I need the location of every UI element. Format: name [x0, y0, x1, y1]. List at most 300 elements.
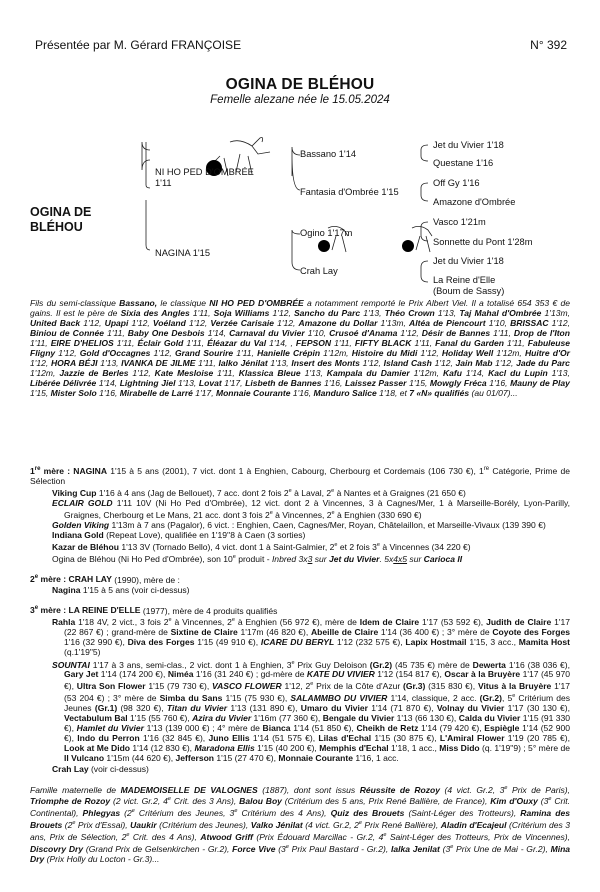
text-run: sur [312, 553, 329, 564]
text-run: Il Vulcano [64, 753, 105, 764]
horse-subtitle: Femelle alezane née le 15.05.2024 [210, 94, 390, 106]
text-run: (Critérium des 5 ans, Prix René Ballière, de France), [281, 796, 491, 807]
text-run: (1887), dont sont issus [257, 784, 360, 795]
text-run: e [231, 617, 235, 624]
produce-entry [52, 520, 570, 530]
text-run: NI HO PED D'OMBRÉE [209, 298, 304, 308]
text-run: 1'15 (75 930 €), [222, 693, 291, 704]
text-run: 1'10, [304, 328, 330, 339]
text-run: 1'12, [359, 358, 384, 369]
text-run: Laissez Passer [344, 378, 407, 389]
text-run: (3 [275, 843, 286, 854]
text-run: Manduro Salice [313, 388, 377, 399]
text-run: Memphis d'Echal [319, 743, 389, 754]
text-run: Crit. des 3 Ans), [170, 796, 240, 807]
produce-entry [52, 764, 570, 774]
text-run: 1'12, [30, 358, 51, 369]
text-run: Miss Dido [439, 743, 480, 754]
text-run: 1'12, [80, 318, 105, 329]
text-run: Sixia des Angles [120, 308, 190, 319]
text-run: SOUNTAI [52, 659, 90, 670]
text-run: 1'17 (22 867 €) ; grand-mère de [64, 617, 570, 638]
text-run: (315 830 €), [425, 681, 478, 692]
text-run: 1'10, [485, 318, 511, 329]
text-run: 1'15 (55 760 €), [127, 713, 193, 724]
text-run: Azira du Vivier [192, 713, 252, 724]
text-run: EIRE D'HELIOS [50, 338, 114, 349]
text-run: e [358, 820, 362, 827]
text-run: Biniou de Connée [30, 328, 105, 339]
text-run: à Vincennes (34 220 €) [379, 541, 471, 552]
text-run: 1'15 (30 875 €), [371, 733, 440, 744]
third-dam-produce-list [52, 615, 570, 773]
text-run: Amazone du Dollar [298, 318, 378, 329]
text-run: Balou Boy [239, 796, 282, 807]
text-run: 1'11, [213, 368, 239, 379]
text-run: Golden Viking [52, 519, 110, 530]
pedigree-gen3-7: Jet du Vivier 1'18 [433, 256, 504, 266]
text-run: Viking Cup [52, 487, 97, 498]
text-run: 1'12, [185, 318, 211, 329]
text-run: et 2 fois 3 [337, 541, 377, 552]
text-run: VASCO FLOWER [212, 681, 282, 692]
text-run: sur [407, 553, 424, 564]
text-run: United Back [30, 318, 81, 329]
text-run: Juno Ellis [208, 733, 250, 744]
text-run: ICARE DU BERYL [260, 637, 335, 648]
text-run: Jet du Vivier [328, 553, 380, 564]
text-run: e [269, 509, 273, 516]
text-run: Altéa de Piencourt [409, 318, 486, 329]
pedigree-horse-name: OGINA DE BLÉHOU [30, 205, 92, 234]
text-run: 1'13, [360, 308, 385, 319]
second-dam-produce-list [52, 585, 570, 595]
text-run: Gold d'Occagnes [79, 348, 151, 359]
text-run: Judith de Claire [486, 617, 552, 628]
text-run: 1'15, [30, 388, 51, 399]
produce-entry [52, 585, 570, 595]
text-run: Idem de Claire [359, 617, 420, 628]
text-run: (Prix Édouard Marcillac - Gr.2, 4 [252, 831, 384, 842]
text-run: (Critérium des Jeunes), [156, 820, 251, 831]
text-run: Upapi [104, 318, 129, 329]
text-run: Simba du Sans [159, 693, 223, 704]
text-run: (Ni Ho Ped d'Ombrée), son 10 [115, 553, 233, 564]
text-run: e [126, 832, 130, 839]
text-run: 1'12, 2 [281, 681, 311, 692]
text-run: 1'17 (30 130 €), [504, 703, 570, 714]
sire-paragraph-text [30, 298, 570, 398]
text-run: e [288, 487, 292, 494]
text-run: Mister Solo [50, 388, 97, 399]
text-run: e [234, 808, 238, 815]
pedigree-gen3-2: Questane 1'16 [433, 158, 494, 168]
text-run: à Enghien (330 690 €) [334, 509, 422, 520]
text-run: Rahla [52, 617, 76, 628]
pedigree-sire-dam: Fantasia d'Ombrée 1'15 [300, 187, 399, 197]
text-run: Mina Dry [30, 843, 571, 864]
text-run: Mowgly Fréca [429, 378, 487, 389]
text-run: 1'13m, [377, 318, 410, 329]
text-run: 1'16, [486, 378, 511, 389]
text-run: e [504, 784, 508, 791]
text-run: 1'11, [189, 308, 214, 319]
text-run: (2 [62, 820, 73, 831]
text-run: 1'14 (71 870 €), [367, 703, 437, 714]
text-run: Look at Me Dido [64, 743, 131, 754]
text-run: 1'13, [97, 358, 122, 369]
text-run: Uaukir [130, 820, 157, 831]
text-run: Prix de la Côte d'Azur [313, 681, 404, 692]
text-run: (Prix Holly du Locton - Gr.3)... [44, 853, 160, 864]
text-run: 1'11, [490, 328, 514, 339]
pedigree-gen3-8: La Reine d'Elle (Boum de Sassy) [433, 275, 505, 296]
pedigree-gen3-1: Jet du Vivier 1'18 [433, 140, 504, 150]
produce-entry [52, 658, 570, 764]
text-run: (2 [120, 808, 132, 819]
text-run: Taj Mahal d'Ombrée [459, 308, 542, 319]
text-run: à Laval, 2 [291, 487, 332, 498]
text-run: Cheikh de Retz [356, 723, 419, 734]
text-run: . 5x [379, 553, 394, 564]
text-run: 1'11, [233, 348, 258, 359]
text-run: Mauny de Play [510, 378, 570, 389]
text-run: Monnaie Courante [215, 388, 291, 399]
text-run: 1'14, [461, 368, 489, 379]
text-run: Vectabulum Bal [64, 713, 128, 724]
text-run: e [167, 796, 171, 803]
text-run: 1'14 (51 575 €), [249, 733, 319, 744]
text-run: produit - [235, 553, 272, 564]
text-run: 1'12 (154 817 €), [374, 669, 445, 680]
text-run: Jade du Parc [516, 358, 570, 369]
horse-sulky-icon-3 [402, 226, 432, 252]
text-run: Oscar à la Bruyère [444, 669, 521, 680]
text-run: (45 735 €) mère de [392, 659, 473, 670]
text-run: 1'15, [406, 378, 430, 389]
text-run: Critérium des Jeunes, 3 [134, 808, 235, 819]
text-run: 1'11, [104, 328, 128, 339]
text-run: Diva des Forges [127, 637, 195, 648]
text-run: 1'14 (79 420 €), [418, 723, 485, 734]
text-run: Holiday Well [441, 348, 494, 359]
text-run: Carnaval du Vivier [229, 328, 305, 339]
text-run: e [72, 820, 76, 827]
text-run: Critérium des Jeunes [64, 693, 570, 714]
text-run: 1'16 (32 990 €), [64, 637, 128, 648]
text-run: Drop de l'Iton [513, 328, 570, 339]
text-run: Voéland [152, 318, 186, 329]
pedigree-sire: NI HO PED D'OMBRÉE 1'11 [155, 167, 254, 188]
text-run: (au 01/07)... [469, 388, 518, 399]
text-run: Phlegyas [82, 808, 121, 819]
text-run: HORA BÉJI [50, 358, 98, 369]
text-run: Grand Sourire [174, 348, 234, 359]
text-run: Prix Paul Bastard - Gr.2), [288, 843, 392, 854]
text-run: 1'18, et [376, 388, 410, 399]
text-run: Indiana Gold [52, 529, 104, 540]
text-run: e [331, 487, 335, 494]
text-run: Sixtine de Claire [170, 627, 238, 638]
pedigree-sire-sire: Bassano 1'14 [300, 149, 357, 159]
text-run: Force Vive [232, 843, 276, 854]
text-run: Kazar de Bléhou [52, 541, 119, 552]
text-run: 1'13, [267, 358, 292, 369]
text-run: 1'13, [300, 368, 327, 379]
text-run: Carioca II [423, 553, 463, 564]
text-run: 1'12 (232 575 €), [334, 637, 406, 648]
text-run: Kim d'Ouxy [490, 796, 538, 807]
text-run: 1'13, [434, 308, 460, 319]
text-run: 1'12, [55, 348, 80, 359]
text-run: 1'17m (46 820 €), [237, 627, 311, 638]
text-run: Théo Crown [384, 308, 435, 319]
text-run: Discovry Dry [30, 843, 84, 854]
text-run: 1'16, [96, 388, 120, 399]
text-run: e [383, 832, 387, 839]
text-run: Verzée Carisaie [210, 318, 274, 329]
text-run: Critérium des 4 Ans), [237, 808, 331, 819]
text-run: a notamment remporté le Prix Albert Viel. Il a totalisé 654 353 € de gains. Il est le père de [30, 298, 570, 319]
text-run: 1'12, [150, 348, 175, 359]
text-run: Calda du Vivier [458, 713, 521, 724]
produce-entry [52, 540, 570, 552]
text-run: Gary Jet [64, 669, 99, 680]
text-run: Jain Mab [455, 358, 493, 369]
text-run: 1'13m, [541, 308, 570, 319]
text-run: 1'12, [128, 368, 155, 379]
text-run: Libérée Délivrée [30, 378, 97, 389]
text-run: Lisbeth de Bannes [245, 378, 322, 389]
text-run: Atwood Griff [200, 831, 253, 842]
first-dam-produce-list [52, 486, 570, 564]
text-run: 1'13 3V (Tornado Bello), 4 vict. dont 1 à Saint-Galmier, 2 [118, 541, 335, 552]
text-run: 1'16, [290, 388, 314, 399]
pedigree-gen3-5: Vasco 1'21m [433, 217, 486, 227]
text-run: 1'12m, [409, 368, 443, 379]
text-run: 1'11 10V (Ni Ho Ped d'Ombrée), 12 vict. dont 2 à Vincennes, 3 à Cagnes/Mer, 1 à Marseille-Borély, Lyon-Parilly, Graignes, Cherbourg et Le Mans, 21 acc. dont 3 fois 2 [64, 497, 570, 520]
text-run: Bassano, [119, 298, 158, 308]
text-run: Kampala du Damier [326, 368, 410, 379]
text-run: e [168, 617, 172, 624]
text-run: Indo du Perron [77, 733, 140, 744]
text-run: Crusoé d'Anama [329, 328, 398, 339]
text-run: Lightning Jiel [119, 378, 176, 389]
text-run: Kacl du Lupin [488, 368, 548, 379]
text-run: 4x5 [393, 553, 408, 564]
text-run: Dewerta [472, 659, 506, 670]
text-run: e [291, 659, 295, 666]
text-run: 1'12m, [493, 348, 525, 359]
produce-entry [52, 552, 570, 564]
text-run: Umaro du Vivier [300, 703, 368, 714]
text-run: Kate Mesloise [154, 368, 214, 379]
text-run: Ramina des Brouets [30, 808, 570, 831]
text-run: 1'14 (174 200 €), [98, 669, 168, 680]
text-run: KATE DU VIVIER [306, 669, 375, 680]
text-run: 1'15 (49 910 €), [194, 637, 261, 648]
second-dam-heading: 2e mère : CRAH LAY (1990), mère de : [30, 574, 180, 585]
text-run: Valko Jénilat [250, 820, 303, 831]
text-run: 1'12m, [320, 348, 352, 359]
pedigree-dam-sire: Ogino 1'17m [300, 228, 353, 238]
text-run: 1'16 (38 036 €), [505, 659, 570, 670]
produce-entry [52, 498, 570, 520]
text-run: 1'19 (20 785 €), [504, 733, 570, 744]
text-run: (voir ci-dessus) [88, 763, 149, 774]
text-run: , 5 [501, 693, 513, 704]
text-run: Vitus à la Bruyère [477, 681, 552, 692]
text-run: Prix Guy Deloison [294, 659, 370, 670]
text-run: 1'12, [431, 358, 456, 369]
text-run: L'Amiral Flower [439, 733, 505, 744]
text-run: (Gr.3) [403, 681, 426, 692]
text-run: (98 320 €), [117, 703, 167, 714]
text-run: Désir de Bannes [421, 328, 491, 339]
text-run: 1'14 (52 900 €), [64, 723, 571, 744]
text-run: 3 [307, 553, 313, 564]
text-run: Lovat [198, 378, 222, 389]
text-run: Ialka Jenilat [391, 843, 440, 854]
text-run: 1'17 (53 592 €), [419, 617, 487, 628]
text-run: 1'14, [96, 378, 120, 389]
text-run: 1'12, [274, 318, 299, 329]
presenter-text: Présentée par M. Gérard FRANÇOISE [35, 38, 242, 52]
text-run: Espiègle [484, 723, 520, 734]
text-run: SALAMMBO DU VIVIER [290, 693, 388, 704]
text-run: 1'13m à 7 ans (Pagalor), 6 vict. : Enghien, Caen, Cagnes/Mer, Royan, Châtelaillon, et Marseille-Vivaux (139 390 €) [109, 519, 546, 530]
text-run: 1'15 (79 730 €), [145, 681, 213, 692]
text-run: Inbred 3x [271, 553, 308, 564]
text-run: Ultra Son Flower [76, 681, 146, 692]
text-run: e [512, 693, 516, 700]
text-run: 1'12, [397, 328, 422, 339]
text-run: Prix René Ballière), [361, 820, 441, 831]
third-dam-heading: 3e mère : LA REINE D'ELLE (1977), mère de 4 produits qualifiés [30, 605, 278, 616]
text-run: 1'18, 1 acc., [388, 743, 440, 754]
text-run: Hanielle Crépin [257, 348, 321, 359]
text-run: 1'16, [321, 378, 345, 389]
text-run: IVANKA DE JILME [121, 358, 196, 369]
text-run: Niméa [167, 669, 194, 680]
text-run: (3 [439, 843, 451, 854]
text-run: Jazzie de Berles [59, 368, 129, 379]
text-run: Histoire du Midi [351, 348, 418, 359]
text-run: BRISSAC [510, 318, 549, 329]
produce-entry [52, 615, 570, 657]
text-run: (4 vict. Gr.2, 2 [302, 820, 359, 831]
text-run: 1'12, [492, 358, 517, 369]
text-run: Lilas d'Echal [318, 733, 372, 744]
text-run: 1'17 (53 204 €) ; 3° mère de [64, 681, 570, 704]
pedigree-dam-dam: Crah Lay [300, 266, 338, 276]
text-run: Insert des Monts [291, 358, 360, 369]
text-run: 1'16, 1 acc. [352, 753, 399, 764]
text-run: Éclair Gold [137, 338, 184, 349]
text-run: Coyote des Forges [492, 627, 570, 638]
text-run: (2 vict. Gr.2, 4 [110, 796, 168, 807]
horse-title: OGINA DE BLÉHOU [225, 76, 375, 93]
text-run: (Grand Prix de Gelsenkirchen - Gr.2), [83, 843, 233, 854]
text-run: 1'17, [192, 388, 216, 399]
text-run: 1'14, classique, 2 acc. [387, 693, 480, 704]
family-paragraph [30, 783, 570, 864]
first-dam-heading: 1re mère : NAGINA 1'15 à 5 ans (2001), 7 vict. dont 1 à Enghien, Cabourg, Cherbourg et Cordemais (106 730 €), 1re Catégorie, Prime de Sélection [30, 465, 570, 486]
text-run: Bianca [262, 723, 291, 734]
text-run: 1'14 (36 400 €) ; 3° mère de [378, 627, 493, 638]
text-run: Lapix Hostmail [405, 637, 467, 648]
text-run: Crah Lay [52, 763, 89, 774]
text-run: 1'18 4V, 2 vict., 3 fois 2 [75, 617, 169, 628]
text-run: Ialko Jénilat [218, 358, 268, 369]
text-run: (Gr.2) [369, 659, 393, 670]
text-run: Prix d'Essai), [75, 820, 131, 831]
text-run: Monnaie Courante [278, 753, 353, 764]
text-run: (Critérium des 3 ans, Prix de Sélection, 2 [30, 820, 570, 842]
text-run: Hamlet du Vivier [76, 723, 144, 734]
text-run: 1'14 (51 850 €), [290, 723, 357, 734]
text-run: 1'13 (131 890 €), [227, 703, 301, 714]
text-run: e [285, 844, 289, 850]
text-run: à Enghien (56 972 €), mère de [234, 617, 360, 628]
text-run: Réussite de Rozoy [359, 784, 441, 795]
text-run: Klassica Bleue [238, 368, 301, 379]
text-run: Titan du Vivier [166, 703, 228, 714]
text-run: 1'15 (91 330 €), [64, 713, 570, 734]
text-run: 1'12, [128, 318, 153, 329]
text-run: Nagina [52, 584, 81, 595]
text-run: Mamita Host [518, 637, 570, 648]
text-run: Jefferson [175, 753, 215, 764]
text-run: Soja Williams [213, 308, 270, 319]
text-run: Kafu [442, 368, 462, 379]
text-run: 1'11, [331, 338, 355, 349]
maternal-line [30, 464, 570, 864]
text-run: (q. 1'19"9) ; 5° mère de [479, 743, 570, 754]
text-run: 1'16 (31 240 €) ; gd-mère de [193, 669, 307, 680]
text-run: 1'16 à 4 ans (Jag de Bellouet), 7 acc. dont 2 fois 2 [96, 487, 289, 498]
text-run: à Nantes et à Graignes (21 650 €) [334, 487, 466, 498]
text-run: Crit. Continental), [30, 796, 570, 819]
text-run: Abeille de Claire [311, 627, 379, 638]
text-run: (4 vict. Gr.2, 3 [440, 784, 505, 795]
produce-entry [52, 530, 570, 540]
text-run: 1'16m (77 360 €), [251, 713, 323, 724]
text-run: FIFTY BLACK [354, 338, 412, 349]
produce-entry [52, 486, 570, 498]
text-run: Famille maternelle de [30, 784, 121, 795]
text-run: Quiz des Brouets [330, 808, 405, 819]
text-run: 1'14, , [266, 338, 296, 349]
text-run: 1'12, [548, 318, 570, 329]
text-run: e [131, 808, 135, 815]
text-run: 1'12, [269, 308, 294, 319]
text-run: Bengale du Vivier [322, 713, 395, 724]
text-run: 1'11, [411, 338, 436, 349]
text-run: e [232, 553, 236, 560]
text-run: 1'17 (45 970 €), [64, 669, 571, 692]
sire-paragraph [30, 298, 570, 398]
text-run: (Gr.1) [94, 703, 118, 714]
text-run: 1'13, [175, 378, 199, 389]
text-run: 1'13 (139 000 €) ; 4° mère de [143, 723, 263, 734]
text-run: 1'11, [113, 338, 138, 349]
text-run: 1'14, [204, 328, 230, 339]
text-run: 1'15 à 5 ans (voir ci-dessus) [80, 584, 190, 595]
text-run: (Saint-Léger des Trotteurs), [404, 808, 521, 819]
text-run: FEPSON [295, 338, 332, 349]
text-run: Ogina de Bléhou [52, 553, 116, 564]
